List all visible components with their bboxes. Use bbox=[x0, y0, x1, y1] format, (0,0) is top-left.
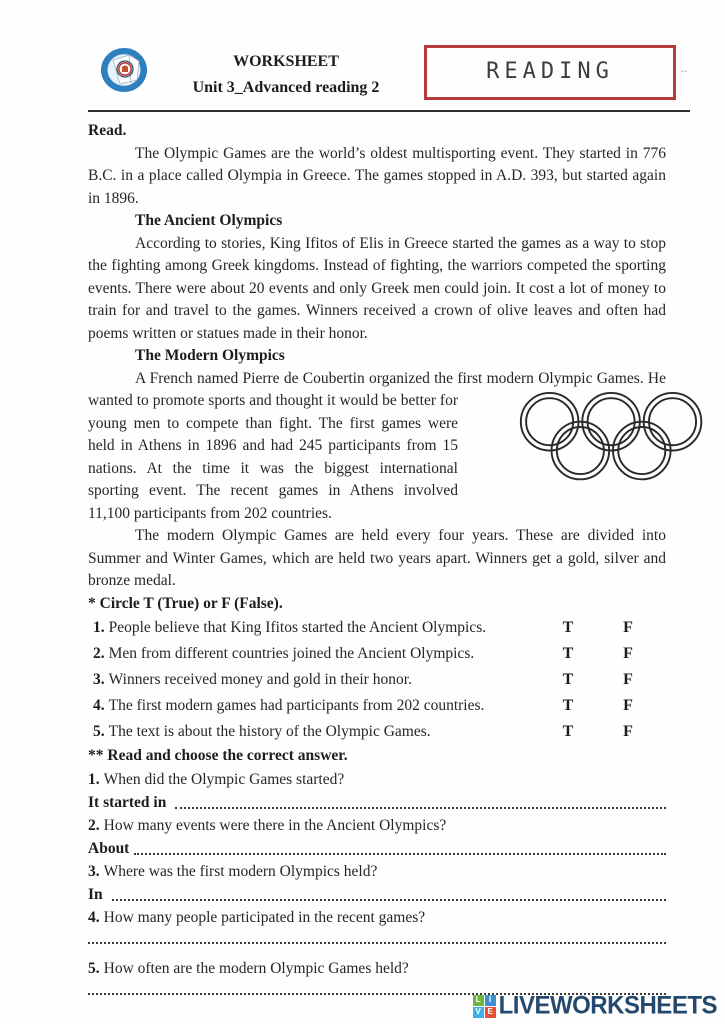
tf-statement: People believe that King Ifitos started the Ancient Olympics. bbox=[108, 619, 487, 636]
worksheet-body bbox=[0, 112, 725, 1000]
question-text: When did the Olympic Games started? bbox=[103, 770, 345, 788]
passage-modern-olympics bbox=[88, 368, 666, 526]
question-1 bbox=[88, 768, 666, 791]
tf-number: 5. bbox=[93, 723, 105, 740]
school-logo-icon bbox=[100, 47, 148, 101]
reading-badge: READING bbox=[424, 45, 676, 100]
true-option[interactable]: T bbox=[562, 697, 574, 714]
tf-number: 1. bbox=[93, 619, 105, 636]
tf-number: 3. bbox=[93, 671, 105, 688]
tf-row-3 bbox=[88, 667, 666, 693]
question-text: How many people participated in the recent games? bbox=[103, 908, 426, 926]
true-option[interactable]: T bbox=[562, 671, 574, 688]
passage-ancient-olympics: According to stories, King Ifitos of Elis in Greece started the games as a way to stop the fighting among Greek kingdoms. Instead of fighting, the warriors competed the sporting events. There were about 20 events and only Greek men could join. It cost a lot of money to train for and travel to the games. Winners received a crown of olive leaves and often had poems written or statues made in their honor. bbox=[88, 234, 666, 342]
question-text: How many events were there in the Ancient Olympics? bbox=[103, 816, 447, 834]
false-option[interactable]: F bbox=[623, 723, 633, 740]
question-number: 3. bbox=[88, 862, 100, 880]
question-text: How often are the modern Olympic Games held? bbox=[103, 959, 409, 977]
false-option[interactable]: F bbox=[623, 619, 633, 636]
question-3 bbox=[88, 860, 666, 883]
passage-intro: The Olympic Games are the world’s oldest multisporting event. They started in 776 B.C. in a place called Olympia in Greece. The games stopped in A.D. 393, but started again in 1896. bbox=[88, 144, 666, 207]
logo-square-e: E bbox=[485, 1007, 496, 1018]
worksheet-title: WORKSHEET bbox=[233, 53, 339, 70]
tf-row-1 bbox=[88, 615, 666, 641]
question-4 bbox=[88, 906, 666, 929]
answer-prefix: About bbox=[88, 839, 130, 857]
answer-line-1[interactable] bbox=[175, 807, 666, 809]
tf-statement: Winners received money and gold in their honor. bbox=[108, 671, 412, 688]
header bbox=[0, 45, 725, 105]
tf-number: 2. bbox=[93, 645, 105, 662]
liveworksheets-brand[interactable]: LIVEWORKSHEETS bbox=[498, 991, 717, 1020]
false-option[interactable]: F bbox=[623, 697, 633, 714]
answer-row-3 bbox=[88, 883, 666, 906]
logo-square-i: I bbox=[485, 995, 496, 1006]
answer-line-3[interactable] bbox=[112, 899, 666, 901]
question-number: 4. bbox=[88, 908, 100, 926]
tf-row-5 bbox=[88, 719, 666, 745]
read-label: Read. bbox=[88, 122, 127, 139]
tf-statement: The first modern games had participants from 202 countries. bbox=[108, 697, 485, 714]
answer-prefix: It started in bbox=[88, 793, 171, 811]
worksheet-subtitle: Unit 3_Advanced reading 2 bbox=[192, 79, 380, 96]
true-option[interactable]: T bbox=[562, 619, 574, 636]
passage-closing: The modern Olympic Games are held every four years. These are divided into Summer and Winter Games, which are held two years apart. Winners get a gold, silver and bronze medal. bbox=[88, 527, 666, 589]
answer-row-1 bbox=[88, 791, 666, 814]
false-option[interactable]: F bbox=[623, 671, 633, 688]
tf-row-4 bbox=[88, 693, 666, 719]
stray-scan-marks: .. bbox=[681, 60, 688, 75]
tf-statement: The text is about the history of the Olympic Games. bbox=[108, 723, 431, 740]
true-false-title: * Circle T (True) or F (False). bbox=[88, 594, 283, 612]
question-number: 5. bbox=[88, 959, 100, 977]
comprehension-title: ** Read and choose the correct answer. bbox=[88, 747, 348, 764]
logo-square-v: V bbox=[473, 1007, 484, 1018]
logo-square-l: L bbox=[473, 995, 484, 1006]
true-option[interactable]: T bbox=[562, 723, 574, 740]
true-option[interactable]: T bbox=[562, 645, 574, 662]
heading-ancient-olympics: The Ancient Olympics bbox=[135, 212, 283, 229]
answer-line-4[interactable] bbox=[88, 942, 666, 944]
liveworksheets-logo-icon bbox=[473, 995, 496, 1018]
heading-modern-olympics: The Modern Olympics bbox=[135, 347, 285, 364]
tf-statement: Men from different countries joined the Ancient Olympics. bbox=[108, 645, 475, 662]
tf-row-2 bbox=[88, 641, 666, 667]
answer-prefix: In bbox=[88, 885, 107, 903]
tf-number: 4. bbox=[93, 697, 105, 714]
footer bbox=[473, 991, 717, 1020]
olympic-rings-icon bbox=[466, 391, 666, 487]
question-text: Where was the first modern Olympics held? bbox=[103, 862, 378, 880]
question-number: 1. bbox=[88, 770, 100, 788]
answer-row-4 bbox=[88, 942, 666, 949]
question-number: 2. bbox=[88, 816, 100, 834]
header-titles bbox=[172, 49, 400, 101]
passage-modern-olympics-text: A French named Pierre de Coubertin organized the first modern Olympic Games. He wanted to promote sports and thought it would be better for young men to compete than fight. The first games were held in Athens in 1896 and had 245 participants from 15 nations. At the time it was the biggest international sporting event. The recent games in Athens involved 11,100 participants from 202 countries. bbox=[88, 369, 666, 522]
answer-line-2[interactable] bbox=[134, 853, 666, 855]
question-5 bbox=[88, 957, 666, 980]
question-2 bbox=[88, 814, 666, 837]
answer-row-2 bbox=[88, 837, 666, 860]
false-option[interactable]: F bbox=[623, 645, 633, 662]
